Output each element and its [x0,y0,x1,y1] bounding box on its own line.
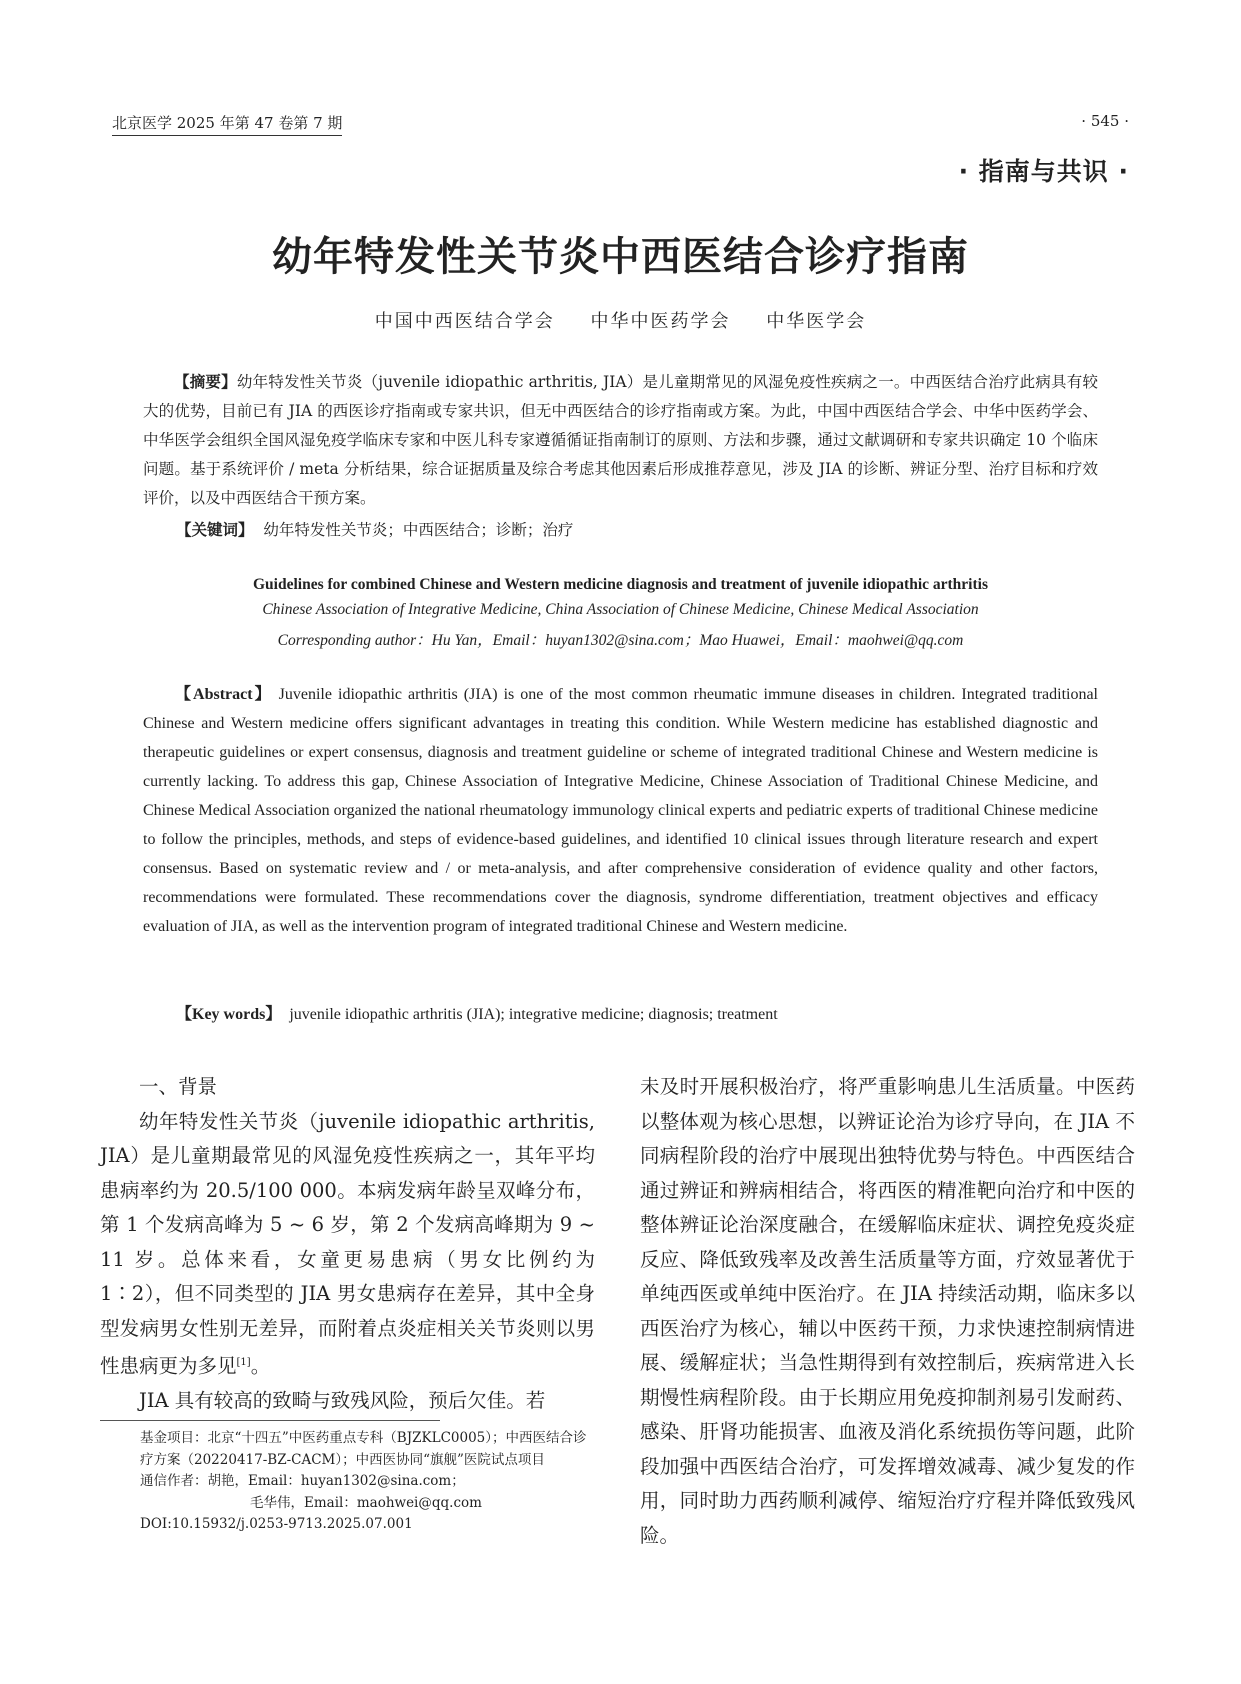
corresponding-note: 通信作者：胡艳，Email：huyan1302@sina.com； [140,1473,465,1489]
english-organizations: Chinese Association of Integrative Medicine, China Association of Chinese Medicine, Chinese Medical Association [262,601,979,618]
abstract-label: 【Abstract】 [175,686,273,703]
body-paragraph: 未及时开展积极治疗，将严重影响患儿生活质量。中医药以整体观为核心思想，以辨证论治为诊疗导向，在 JIA 不同病程阶段的治疗中展现出独特优势与特色。中西医结合通过辨证和辨病相结合，将西医的精准靶向治疗和中医的整体辨证论治深度融合，在缓解临床症状、调控免疫炎症反应、降低致残率及改善生活质量等方面，疗效显著优于单纯西医或单纯中医治疗。在 JIA 持续活动期，临床多以西医治疗为核心，辅以中医药干预，力求快速控制病情进展、缓解症状；当急性期得到有效控制后，疾病常进入长期慢性病程阶段。由于长期应用免疫抑制剂易引发耐药、感染、肝肾功能损害、血液及消化系统损伤等问题，此阶段加强中西医结合治疗，可发挥增效减毒、减少复发的作用，同时助力西药顺利减停、缩短治疗疗程并降低致残风险。 [640,1075,1135,1547]
organization: 中国中西医结合学会 [374,311,555,332]
body-left-column [100,1070,595,1419]
abstract-text: Juvenile idiopathic arthritis (JIA) is one of the most common rheumatic immune diseases in children. Integrated traditional Chinese and Western medicine offers significant advantages in treating this condition. While Western medicine has established diagnostic and therapeutic guidelines or expert consensus, diagnosis and treatment guideline or scheme of integrated traditional Chinese and Western medicine is currently lacking. To address this gap, Chinese Association of Integrative Medicine, Chinese Association of Traditional Chinese Medicine, and Chinese Medical Association organized the national rheumatology immunology clinical experts and pediatric experts of traditional Chinese medicine to follow the principles, methods, and steps of evidence-based guidelines, and identified 10 clinical issues through literature research and expert consensus. Based on systematic review and / or meta-analysis, and after comprehensive consideration of evidence quality and other factors, recommendations were formulated. These recommendations cover the diagnosis, syndrome differentiation, treatment objectives and efficacy evaluation of JIA, as well as the intervention program of integrated traditional Chinese and Western medicine. [143,686,1098,935]
chinese-keywords [176,518,573,540]
organizations [0,307,1241,333]
journal-header: 北京医学 2025 年第 47 卷第 7 期 [112,112,342,136]
doi: DOI:10.15932/j.0253-9713.2025.07.001 [140,1516,413,1532]
funding-note: 基金项目：北京“十四五”中医药重点专科（BJZKLC0005）；中西医结合诊疗方案（20220417-BZ-CACM）；中西医协同“旗舰”医院试点项目 [140,1430,587,1468]
english-abstract [143,680,1098,941]
keywords-text: 幼年特发性关节炎；中西医结合；诊断；治疗 [263,521,574,539]
abstract-text: 幼年特发性关节炎（juvenile idiopathic arthritis, JIA）是儿童期常见的风湿免疫性疾病之一。中西医结合治疗此病具有较大的优势，目前已有 JIA 的西医诊疗指南或专家共识，但无中西医结合的诊疗指南或方案。为此，中国中西医结合学会、中华中医药学会、中华医学会组织全国风湿免疫学临床专家和中医儿科专家遵循循证指南制订的原则、方法和步骤，通过文献调研和专家共识确定 10 个临床问题。基于系统评价 / meta 分析结果，综合证据质量及综合考虑其他因素后形成推荐意见，涉及 JIA 的诊断、辨证分型、治疗目标和疗效评价，以及中西医结合干预方案。 [143,373,1098,507]
abstract-label: 【摘要】 [174,373,237,391]
body-right-column [640,1070,1135,1553]
page-number: · 545 · [1081,112,1129,130]
chinese-abstract [143,368,1098,513]
body-paragraph: JIA 具有较高的致畸与致残风险，预后欠佳。若 [139,1389,546,1412]
footnote [140,1428,595,1536]
section-label: · 指南与共识 · [958,157,1129,186]
footnote-divider [100,1420,440,1421]
keywords-label: 【关键词】 [176,521,254,539]
reference-marker[interactable]: [1] [236,1357,251,1368]
corresponding-note: 毛华伟，Email：maohwei@qq.com [250,1494,482,1511]
section-heading: 一、背景 [139,1075,218,1098]
keywords-text: juvenile idiopathic arthritis (JIA); integrative medicine; diagnosis; treatment [289,1006,778,1023]
article-title: 幼年特发性关节炎中西医结合诊疗指南 [272,234,969,280]
english-title: Guidelines for combined Chinese and Western medicine diagnosis and treatment of juvenile idiopathic arthritis [253,576,988,593]
organization: 中华中医药学会 [590,311,731,332]
body-paragraph: 幼年特发性关节炎（juvenile idiopathic arthritis, JIA）是儿童期最常见的风湿免疫性疾病之一，其年平均患病率约为 20.5/100 000。本病发病年龄呈双峰分布，第 1 个发病高峰为 5 ~ 6 岁，第 2 个发病高峰期为 9 ~ 11 岁。总体来看，女童更易患病（男女比例约为 1∶2），但不同类型的 JIA 男女患病存在差异，其中全身型发病男女性别无差异，而附着点炎症相关关节炎则以男性患病更为多见[1]。 [100,1109,595,1378]
organization: 中华医学会 [766,311,867,332]
corresponding-author: Corresponding author：Hu Yan，Email：huyan1302@sina.com；Mao Huawei，Email：maohwei@qq.com [277,632,964,649]
keywords-label: 【Key words】 [176,1006,282,1023]
english-keywords [176,1001,778,1024]
